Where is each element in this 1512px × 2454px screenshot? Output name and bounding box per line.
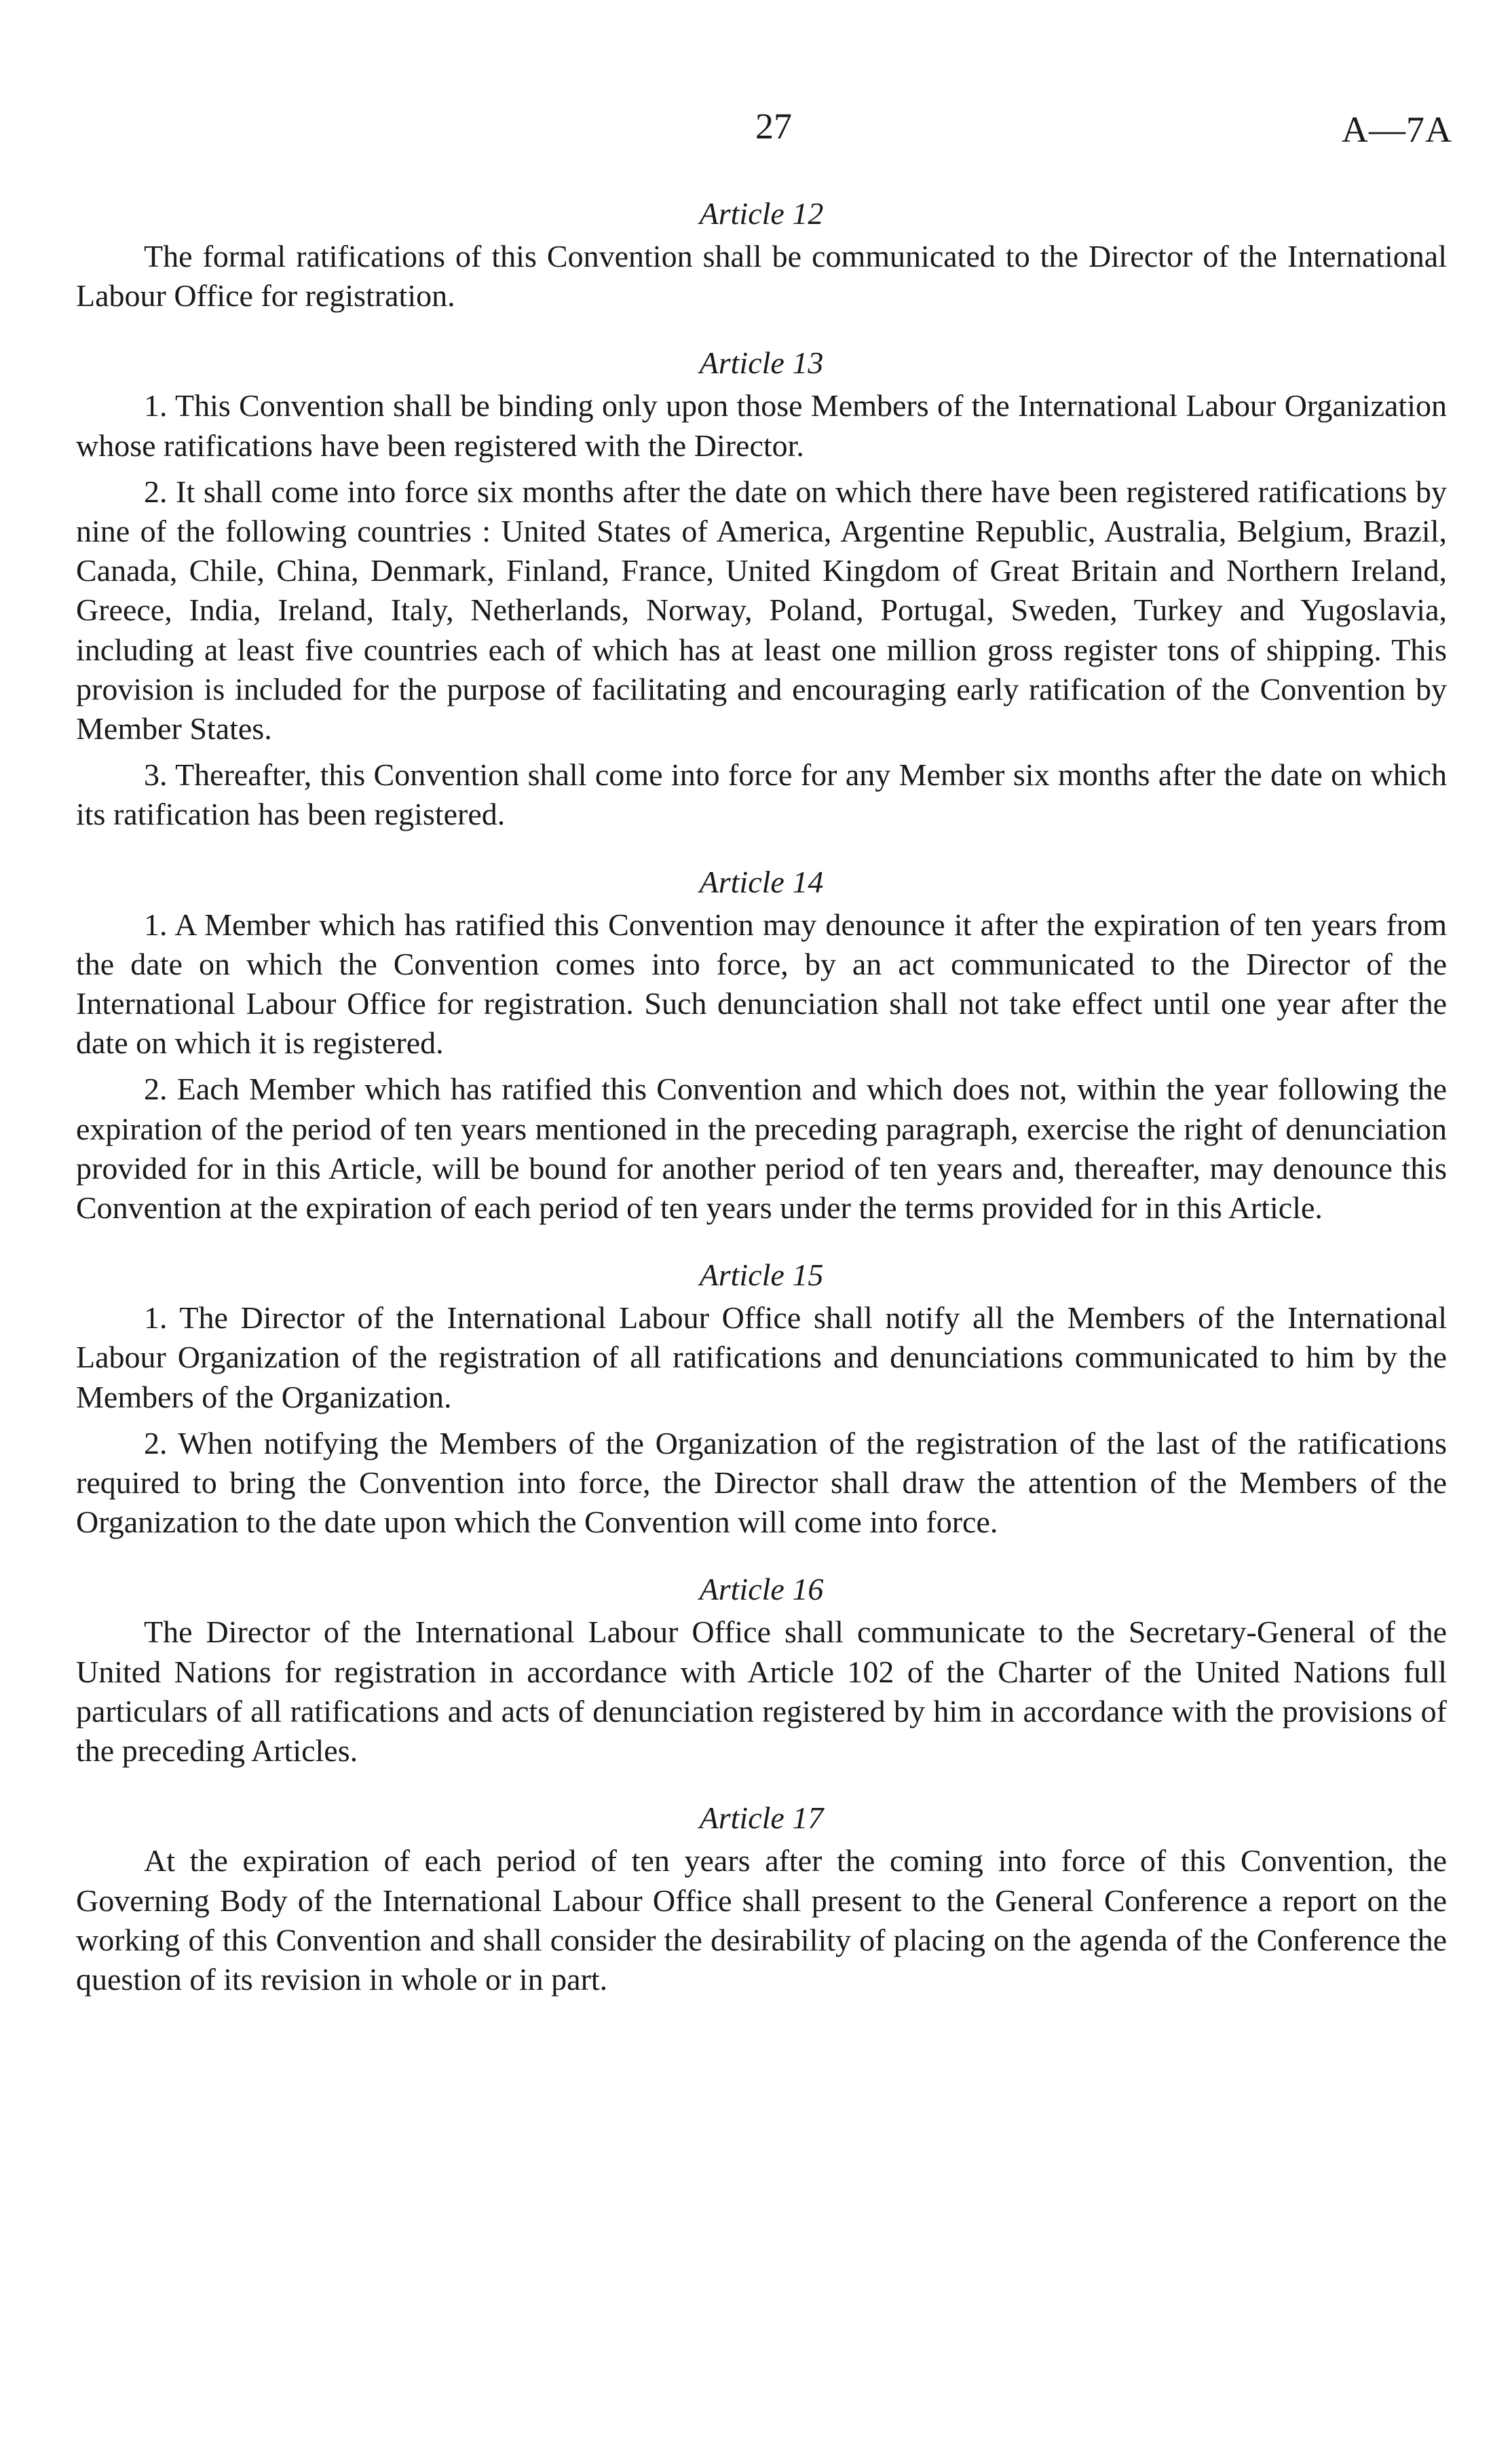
article-paragraph: At the expiration of each period of ten years after the coming into force of this Convention, the Governing Body of the International Labour Office shall present to the General Conference a report on the working of this Convention and shall consider the desirability of placing on the agenda of the Conference the question of its revision in whole or in part. (76, 1843, 1447, 1997)
article-14 (76, 862, 1447, 1228)
article-paragraph: 3. Thereafter, this Convention shall come into force for any Member six months after the date on which its ratification has been registered. (76, 757, 1447, 832)
article-17 (76, 1798, 1447, 1999)
article-heading: Article 14 (699, 864, 824, 899)
article-paragraph: 2. It shall come into force six months after the date on which there have been registered ratifications by nine of the following countries : United States of America, Argentine Republic, Australia, Belgium, Brazil, Canada, Chile, China, Denmark, Finland, France, United Kingdom of Great Britain and Northern Ireland, Greece, India, Ireland, Italy, Netherlands, Norway, Poland, Portugal, Sweden, Turkey and Yugoslavia, including at least five countries each of which has at least one million gross register tons of shipping. This provision is included for the purpose of facilitating and encouraging early ratification of the Convention by Member States. (76, 474, 1447, 747)
article-heading: Article 17 (699, 1800, 824, 1836)
article-heading: Article 15 (699, 1258, 824, 1293)
article-heading: Article 16 (699, 1572, 824, 1607)
article-paragraph: 1. A Member which has ratified this Convention may denounce it after the expiration of ten years from the date on which the Convention comes into force, by an act communicated to the Director of the International Labour Office for registration. Such denunciation shall not take effect until one year after the date on which it is registered. (76, 907, 1447, 1061)
article-13 (76, 343, 1447, 834)
article-15 (76, 1255, 1447, 1542)
page-number: 27 (755, 106, 792, 147)
article-heading: Article 12 (699, 196, 824, 231)
article-paragraph: 2. When notifying the Members of the Organization of the registration of the last of the ratifications required to bring the Convention into force, the Director shall draw the attention of the Members of the Organization to the date upon which the Convention will come into force. (76, 1425, 1447, 1540)
article-paragraph: The formal ratifications of this Convention shall be communicated to the Director of the International Labour Office for registration. (76, 239, 1447, 314)
document-code: A—7A (1342, 109, 1452, 150)
article-paragraph: 2. Each Member which has ratified this Convention and which does not, within the year following the expiration of the period of ten years mentioned in the preceding paragraph, exercise the right of denunciation provided for in this Article, will be bound for another period of ten years and, thereafter, may denounce this Convention at the expiration of each period of ten years under the terms provided for in this Article. (76, 1072, 1447, 1226)
article-heading: Article 13 (699, 345, 824, 381)
article-12 (76, 193, 1447, 316)
article-16 (76, 1569, 1447, 1771)
article-paragraph: The Director of the International Labour Office shall communicate to the Secretary-General of the United Nations for registration in accordance with Article 102 of the Charter of the United Nations full particulars of all ratifications and acts of denunciation registered by him in accordance with the provisions of the preceding Articles. (76, 1615, 1447, 1769)
article-paragraph: 1. The Director of the International Labour Office shall notify all the Members of the International Labour Organization of the registration of all ratifications and denunciations communicated to him by the Members of the Organization. (76, 1300, 1447, 1414)
document-body (76, 193, 1447, 2026)
article-paragraph: 1. This Convention shall be binding only upon those Members of the International Labour Organization whose ratifications have been registered with the Director. (76, 388, 1447, 463)
